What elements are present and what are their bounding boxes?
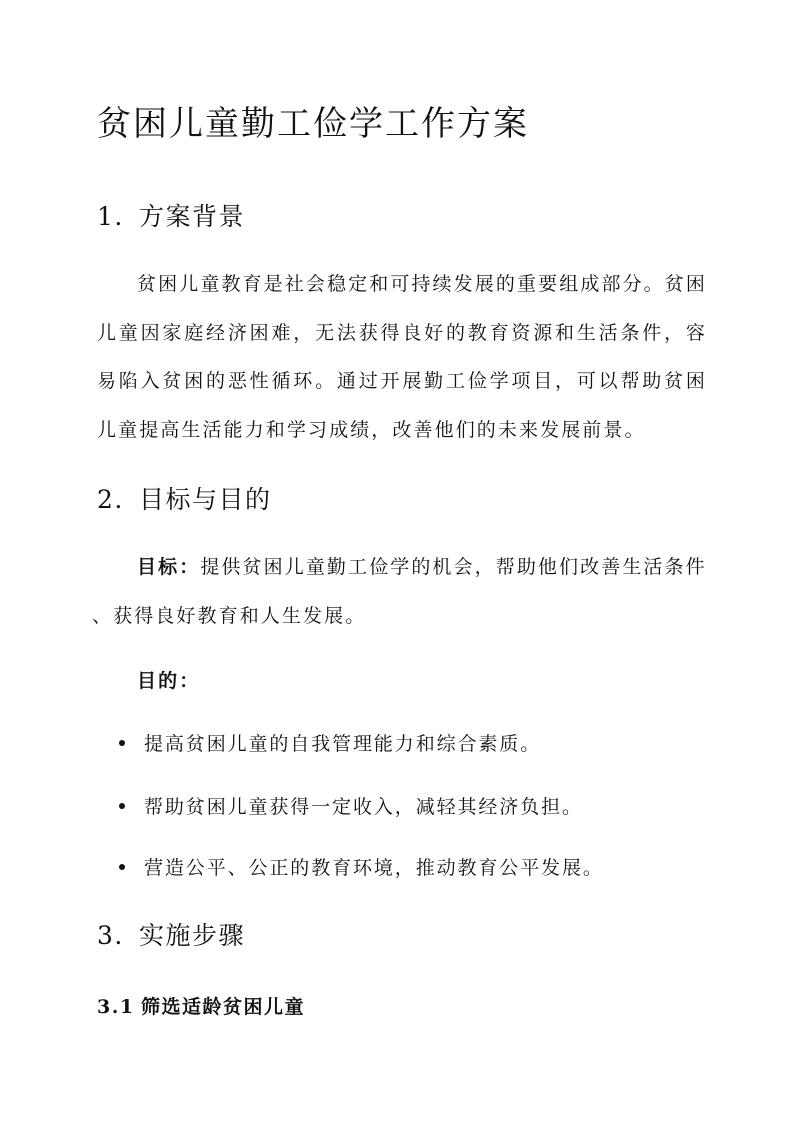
section-title: 目标与目的 bbox=[139, 485, 272, 514]
list-item bbox=[119, 792, 583, 819]
goal-line-continued: 、获得良好教育和人生发展。 bbox=[92, 605, 367, 627]
section-title: 实施步骤 bbox=[139, 921, 246, 950]
section-heading-background bbox=[97, 197, 245, 233]
bullet-icon bbox=[119, 803, 125, 809]
bullet-icon bbox=[119, 740, 125, 746]
background-paragraph: 贫困儿童教育是社会稳定和可持续发展的重要组成部分。贫困儿童因家庭经济困难，无法获得良好的教育资源和生活条件，容易陷入贫困的恶性循环。通过开展勤工俭学项目，可以帮助贫困儿童提高生活能力和学习成绩，改善他们的未来发展前景。 bbox=[97, 273, 707, 441]
subsection-heading bbox=[97, 992, 305, 1019]
list-item-text: 提高贫困儿童的自我管理能力和综合素质。 bbox=[144, 733, 542, 755]
list-item-text: 帮助贫困儿童获得一定收入，减轻其经济负担。 bbox=[144, 796, 583, 818]
section-number: 3. bbox=[97, 921, 124, 950]
section-number: 2. bbox=[97, 485, 124, 514]
subsection-title: 筛选适龄贫困儿童 bbox=[141, 996, 306, 1018]
subsection-number: 3.1 bbox=[97, 996, 135, 1018]
list-item bbox=[119, 729, 541, 756]
section-heading-goals bbox=[97, 480, 272, 516]
section-number: 1. bbox=[97, 202, 124, 231]
bullet-icon bbox=[119, 864, 125, 870]
document-title: 贫困儿童勤工俭学工作方案 bbox=[97, 104, 529, 144]
section-title: 方案背景 bbox=[139, 202, 246, 231]
section-heading-steps bbox=[97, 916, 245, 952]
list-item-text: 营造公平、公正的教育环境，推动教育公平发展。 bbox=[144, 857, 604, 879]
goal-line bbox=[137, 552, 707, 579]
list-item bbox=[119, 853, 604, 880]
goal-label: 目标： bbox=[137, 556, 201, 578]
goal-text: 提供贫困儿童勤工俭学的机会，帮助他们改善生活条件 bbox=[200, 556, 707, 578]
purpose-label: 目的： bbox=[137, 670, 201, 692]
